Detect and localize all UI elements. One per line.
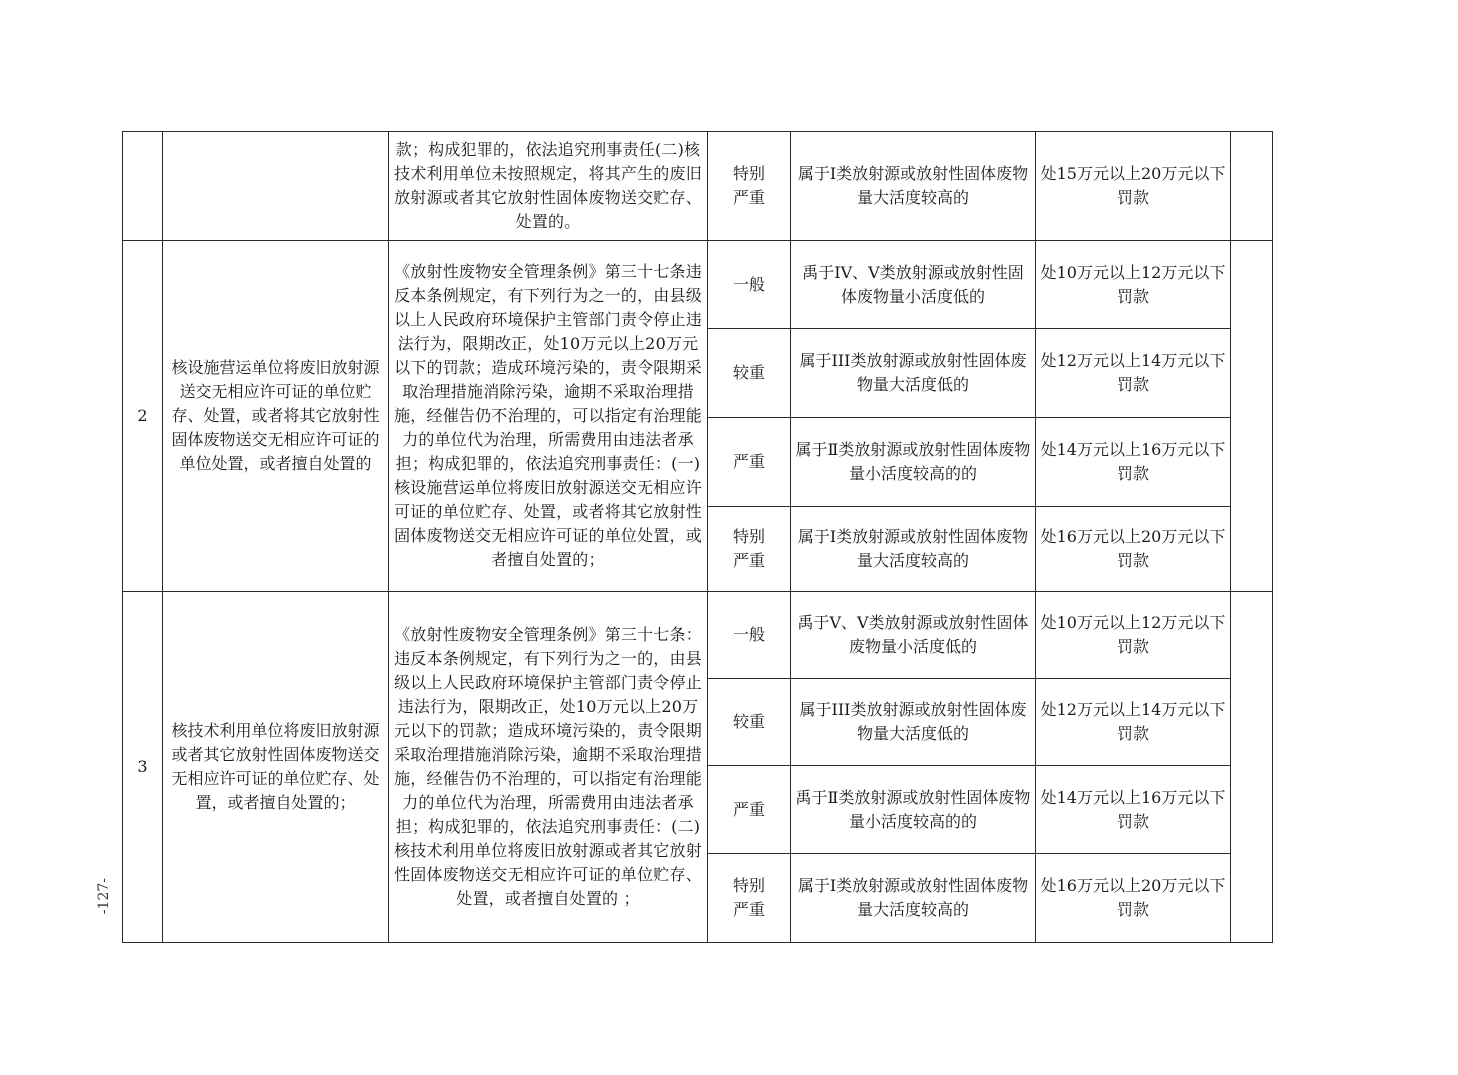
- row-number-cell: 3: [123, 592, 163, 943]
- row-number-cell: 2: [123, 241, 163, 592]
- remarks-cell: [1231, 132, 1273, 241]
- violation-behavior-cell: 核技术利用单位将废旧放射源或者其它放射性固体废物送交无相应许可证的单位贮存、处置，或者擅自处置的；: [163, 592, 389, 943]
- severity-level-cell: 一般: [708, 241, 791, 329]
- severity-condition-cell: 属于I类放射源或放射性固体废物量大活度较高的: [791, 132, 1036, 241]
- legal-basis-cell: 《放射性废物安全管理条例》第三十七条：违反本条例规定，有下列行为之一的，由县级以上人民政府环境保护主管部门责令停止违法行为，限期改正，处10万元以上20万元以下的罚款；造成环境污染的，责令限期采取治理措施消除污染，逾期不采取治理措施，经催告仍不治理的，可以指定有治理能力的单位代为治理，所需费用由违法者承担；构成犯罪的，依法追究刑事责任：(二)核技术利用单位将废旧放射源或者其它放射性固体废物送交无相应许可证的单位贮存、处置，或者擅自处置的 ；: [389, 592, 708, 943]
- severity-condition-cell: 属于III类放射源或放射性固体废物量大活度低的: [791, 329, 1036, 418]
- penalty-amount-cell: 处10万元以上12万元以下罚款: [1036, 592, 1231, 679]
- severity-condition-cell: 属于I类放射源或放射性固体废物量大活度较高的: [791, 854, 1036, 943]
- legal-basis-cell: 《放射性废物安全管理条例》第三十七条违反本条例规定，有下列行为之一的，由县级以上人民政府环境保护主管部门责令停止违法行为，限期改正，处10万元以上20万元以下的罚款；造成环境污染的，责令限期采取治理措施消除污染，逾期不采取治理措施，经催告仍不治理的，可以指定有治理能力的单位代为治理，所需费用由违法者承担；构成犯罪的，依法追究刑事责任：(一)核设施营运单位将废旧放射源送交无相应许可证的单位贮存、处置，或者将其它放射性固体废物送交无相应许可证的单位处置，或者擅自处置的；: [389, 241, 708, 592]
- penalty-amount-cell: 处14万元以上16万元以下罚款: [1036, 418, 1231, 507]
- severity-condition-cell: 属于I类放射源或放射性固体废物量大活度较高的: [791, 507, 1036, 592]
- remarks-cell: [1231, 241, 1273, 592]
- severity-level-cell: 严重: [708, 766, 791, 854]
- page-number: -127-: [96, 878, 112, 915]
- violation-behavior-cell: 核设施营运单位将废旧放射源送交无相应许可证的单位贮存、处置，或者将其它放射性固体废物送交无相应许可证的单位处置，或者擅自处置的: [163, 241, 389, 592]
- severity-condition-cell: 禹于Ⅱ类放射源或放射性固体废物量小活度较高的的: [791, 766, 1036, 854]
- legal-basis-cell: 款；构成犯罪的，依法追究刑事责任(二)核技术利用单位未按照规定，将其产生的废旧放射源或者其它放射性固体废物送交贮存、处置的。: [389, 132, 708, 241]
- penalty-amount-cell: 处16万元以上20万元以下罚款: [1036, 854, 1231, 943]
- severity-condition-cell: 禹于IV、V类放射源或放射性固体废物量小活度低的: [791, 241, 1036, 329]
- violation-behavior-cell: [163, 132, 389, 241]
- penalty-amount-cell: 处14万元以上16万元以下罚款: [1036, 766, 1231, 854]
- penalty-amount-cell: 处10万元以上12万元以下罚款: [1036, 241, 1231, 329]
- penalty-amount-cell: 处12万元以上14万元以下罚款: [1036, 679, 1231, 766]
- penalty-amount-cell: 处16万元以上20万元以下罚款: [1036, 507, 1231, 592]
- severity-level-cell: 特别 严重: [708, 132, 791, 241]
- severity-condition-cell: 禹于V、V类放射源或放射性固体废物量小活度低的: [791, 592, 1036, 679]
- severity-level-cell: 特别 严重: [708, 854, 791, 943]
- penalty-amount-cell: 处12万元以上14万元以下罚款: [1036, 329, 1231, 418]
- severity-level-cell: 一般: [708, 592, 791, 679]
- severity-level-cell: 特别 严重: [708, 507, 791, 592]
- penalty-amount-cell: 处15万元以上20万元以下罚款: [1036, 132, 1231, 241]
- remarks-cell: [1231, 592, 1273, 943]
- penalty-standards-table: [122, 131, 1273, 943]
- severity-level-cell: 较重: [708, 679, 791, 766]
- row-number-cell: [123, 132, 163, 241]
- severity-level-cell: 较重: [708, 329, 791, 418]
- severity-level-cell: 严重: [708, 418, 791, 507]
- table-row: [123, 592, 1273, 679]
- table-row: [123, 241, 1273, 329]
- severity-condition-cell: 属于III类放射源或放射性固体废物量大活度低的: [791, 679, 1036, 766]
- severity-condition-cell: 属于Ⅱ类放射源或放射性固体废物量小活度较高的的: [791, 418, 1036, 507]
- table-row: [123, 132, 1273, 241]
